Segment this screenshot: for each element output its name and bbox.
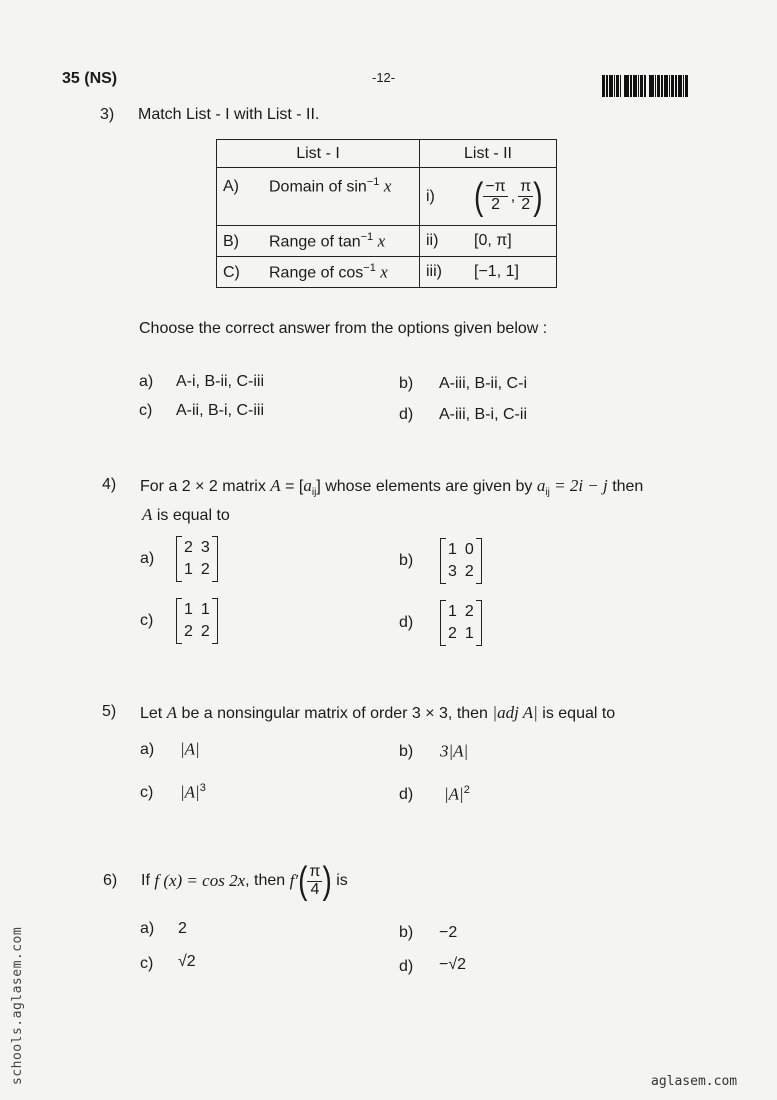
table-row-c-match — [420, 257, 557, 288]
row-variable: x — [383, 176, 392, 196]
paper-code: 35 (NS) — [62, 70, 118, 87]
table-row-a-match — [420, 168, 557, 226]
matrix-cell: 1 — [184, 561, 193, 578]
row-text: Range of tan — [269, 233, 361, 251]
watermark-right: aglasem.com — [651, 1074, 738, 1089]
q5-text-2: be a nonsingular matrix of order 3 × 3, then — [181, 705, 488, 722]
page-number: -12- — [372, 70, 396, 85]
q4-subscript: ij — [311, 487, 317, 499]
q5-option-d — [444, 784, 470, 804]
row-text: Range of cos — [269, 264, 364, 282]
q6-option-c-label: c) — [140, 955, 154, 972]
row-label: C) — [223, 264, 240, 282]
q4-condition: = 2i − j — [549, 476, 608, 495]
q6-option-c: √2 — [178, 953, 196, 970]
q5-adjoint: |adj A| — [492, 703, 538, 722]
option-value: 3|A| — [440, 741, 469, 761]
comma: , — [510, 187, 516, 205]
matrix-cell: 2 — [200, 561, 210, 578]
question-6-number: 6) — [103, 872, 118, 889]
matrix-cell: 1 — [184, 601, 193, 618]
q6-option-a: 2 — [178, 920, 187, 937]
matrix-cell: 0 — [464, 541, 474, 558]
row-label: A) — [223, 178, 239, 196]
q5-text-3: is equal to — [542, 705, 616, 722]
matrix-cell: 2 — [184, 623, 193, 640]
denominator: 2 — [491, 196, 500, 213]
row-superscript: −1 — [366, 176, 380, 188]
question-6-text — [141, 860, 348, 902]
table-row-c — [217, 257, 420, 288]
fraction-neg-pi-2 — [483, 179, 507, 214]
q4-option-d-matrix — [440, 600, 482, 646]
q4-subscript: ij — [545, 487, 550, 499]
q6-derivative: f′ — [289, 871, 299, 890]
q5-text-1: Let — [140, 705, 163, 722]
q3-option-a: A-i, B-ii, C-iii — [176, 373, 264, 390]
q6-function: f (x) = cos 2x — [154, 871, 246, 890]
question-4-line-1 — [140, 476, 643, 498]
matrix-cell: 2 — [448, 625, 457, 642]
barcode-image — [602, 75, 689, 97]
question-3-number: 3) — [100, 106, 115, 123]
q5-option-b — [440, 741, 468, 761]
watermark-left: schools.aglasem.com — [10, 926, 25, 1085]
row-text: Domain of sin — [269, 178, 367, 196]
matrix-cell: 1 — [200, 601, 210, 618]
q6-option-d-label: d) — [399, 958, 414, 975]
q4-text-3: is equal to — [156, 507, 230, 524]
q4-option-b-label: b) — [399, 552, 414, 569]
q3-option-d-label: d) — [399, 406, 414, 423]
q6-option-a-label: a) — [140, 920, 155, 937]
matrix-cell: 2 — [464, 603, 474, 620]
denominator: 2 — [521, 196, 531, 213]
q6-text-2: , then — [245, 872, 286, 889]
matrix-cell: 3 — [448, 563, 457, 580]
row-value: [−1, 1] — [474, 263, 519, 280]
option-value: |A| — [180, 739, 200, 759]
q4-equals-bracket: = [ — [280, 478, 304, 495]
question-3-instruction: Choose the correct answer from the options given below : — [139, 320, 548, 337]
q4-option-c-label: c) — [140, 612, 154, 629]
q5-option-b-label: b) — [399, 743, 414, 760]
option-value: |A| — [180, 782, 200, 802]
option-exponent: 2 — [463, 784, 470, 796]
denominator: 4 — [310, 880, 320, 898]
matrix-cell: 2 — [184, 539, 193, 556]
interval-open-pi-by-two — [474, 174, 543, 217]
q3-option-b-label: b) — [399, 375, 414, 392]
row-roman: iii) — [426, 263, 442, 280]
table-row-b — [217, 226, 420, 257]
q4-option-b-matrix — [440, 538, 482, 584]
matrix-cell: 3 — [200, 539, 210, 556]
list-1-header: List - I — [217, 140, 420, 168]
q4-element-a: a — [536, 476, 546, 495]
q3-option-b: A-iii, B-ii, C-i — [439, 375, 527, 392]
matrix-cell: 1 — [448, 541, 457, 558]
right-bracket — [476, 538, 482, 584]
q3-option-a-label: a) — [139, 373, 154, 390]
q4-option-c-matrix — [176, 598, 218, 644]
q4-matrix-symbol: A — [142, 505, 153, 524]
q5-option-a — [180, 739, 200, 759]
q5-option-d-label: d) — [399, 786, 414, 803]
question-5-number: 5) — [102, 703, 117, 720]
match-table — [216, 139, 557, 288]
question-4-line-2 — [142, 505, 230, 525]
fraction-pi-2 — [518, 179, 533, 214]
question-5-text — [140, 703, 615, 723]
numerator: −π — [485, 178, 506, 196]
left-paren: ( — [474, 174, 484, 217]
row-variable: x — [377, 231, 386, 251]
row-roman: ii) — [426, 232, 439, 249]
q4-matrix-symbol: A — [270, 476, 281, 495]
list-2-header: List - II — [420, 140, 557, 168]
right-bracket — [212, 536, 218, 582]
matrix-cell: 1 — [448, 603, 457, 620]
numerator: π — [520, 178, 532, 196]
row-variable: x — [380, 262, 388, 282]
matrix-cell: 2 — [464, 563, 474, 580]
left-paren: ( — [298, 859, 308, 902]
row-label: B) — [223, 233, 239, 251]
q4-option-a-matrix — [176, 536, 218, 582]
row-superscript: −1 — [360, 230, 374, 243]
right-paren: ) — [322, 859, 332, 902]
row-superscript: −1 — [363, 261, 376, 274]
matrix-cell: 2 — [200, 623, 210, 640]
numerator: π — [309, 862, 321, 880]
table-row-a — [217, 168, 420, 226]
q6-option-b: −2 — [439, 924, 458, 941]
q5-option-a-label: a) — [140, 741, 155, 758]
q5-option-c — [180, 782, 206, 802]
q3-option-d: A-iii, B-i, C-ii — [439, 406, 527, 423]
option-exponent: 3 — [199, 782, 206, 794]
q5-option-c-label: c) — [140, 784, 154, 801]
q6-argument — [298, 859, 332, 902]
q3-option-c-label: c) — [139, 402, 153, 419]
matrix-cell: 1 — [464, 625, 474, 642]
row-value: [0, π] — [474, 232, 512, 249]
q5-matrix-symbol: A — [166, 703, 178, 722]
table-row-b-match — [420, 226, 557, 257]
option-value: |A| — [444, 784, 464, 804]
fraction-pi-4 — [307, 864, 322, 899]
q4-element-a: a — [303, 476, 312, 495]
q3-option-c: A-ii, B-i, C-iii — [176, 402, 264, 419]
q4-then: then — [612, 478, 644, 495]
right-paren: ) — [533, 174, 543, 217]
q4-option-d-label: d) — [399, 614, 414, 631]
q6-option-d: −√2 — [439, 956, 467, 973]
q4-text-1: For a 2 × 2 matrix — [140, 478, 266, 495]
q4-text-2: ] whose elements are given by — [316, 478, 533, 495]
q6-text-3: is — [336, 872, 348, 889]
q4-option-a-label: a) — [140, 550, 155, 567]
q6-text-1: If — [141, 872, 150, 889]
row-roman: i) — [426, 187, 435, 205]
right-bracket — [212, 598, 218, 644]
question-3-text: Match List - I with List - II. — [138, 106, 320, 123]
question-4-number: 4) — [102, 476, 117, 493]
q6-option-b-label: b) — [399, 924, 414, 941]
right-bracket — [476, 600, 482, 646]
